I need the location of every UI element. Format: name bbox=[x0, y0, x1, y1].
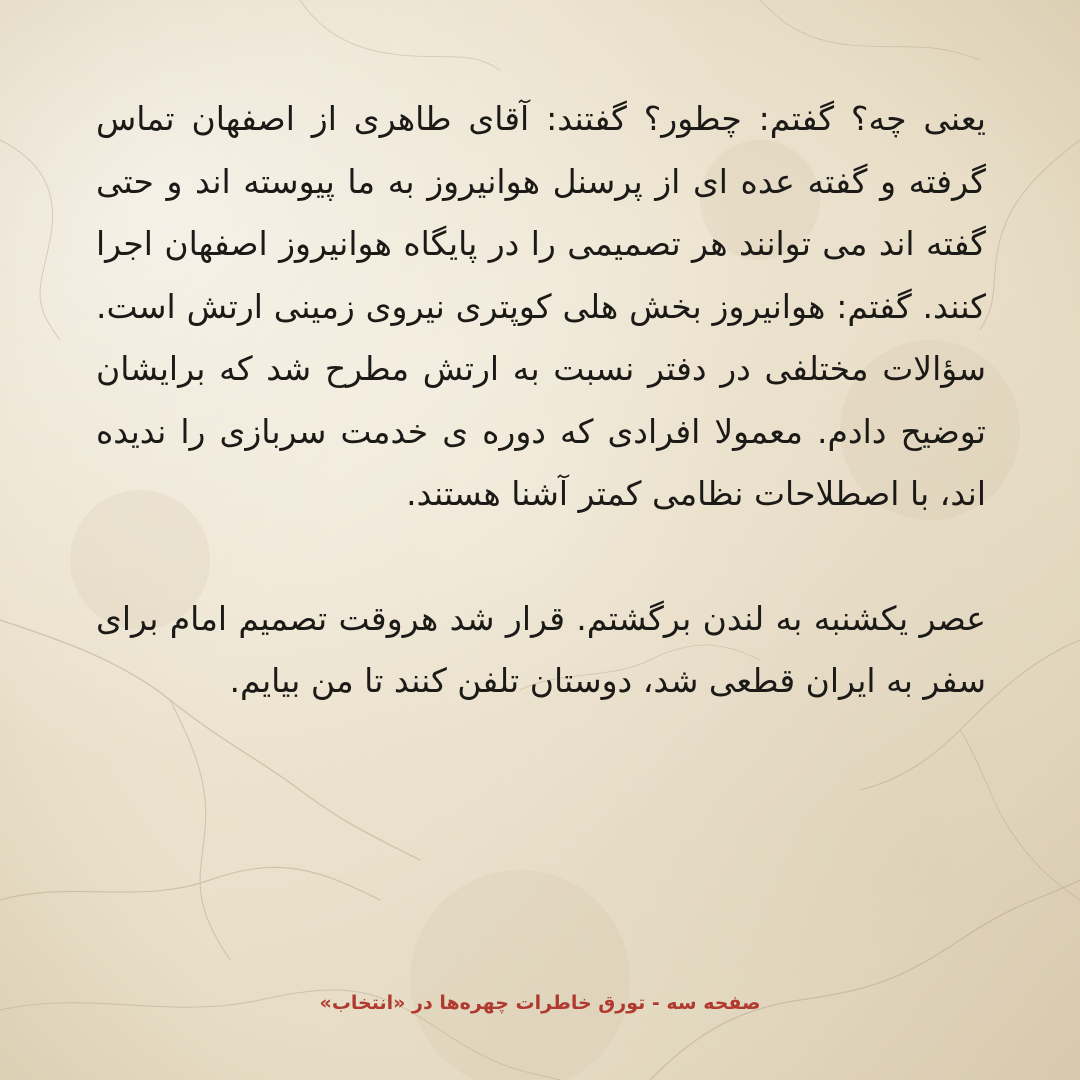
article-paragraph-1: یعنی چه؟ گفتم: چطور؟ گفتند: آقای طاهری از اصفهان تماس گرفته و گفته عده ای از پرسنل هوانیروز به ما پیوسته اند و حتی گفته اند می توانند هر تصمیمی را در پایگاه هوانیروز اصفهان اجرا کنند. گفتم: هوانیروز بخش هلی کوپتری نیروی زمینی ارتش است. سؤالات مختلفی در دفتر نسبت به ارتش مطرح شد که برایشان توضیح دادم. معمولا افرادی که دوره ی خدمت سربازی را ندیده اند، با اصطلاحات نظامی کمتر آشنا هستند. bbox=[96, 99, 986, 513]
page-caption: صفحه سه - تورق خاطرات چهره‌ها در «انتخاب» bbox=[319, 992, 761, 1014]
article-text bbox=[96, 88, 986, 713]
article-paragraph-2: عصر یکشنبه به لندن برگشتم. قرار شد هروقت تصمیم امام برای سفر به ایران قطعی شد، دوستان تلفن کنند تا من بیایم. bbox=[96, 598, 986, 700]
